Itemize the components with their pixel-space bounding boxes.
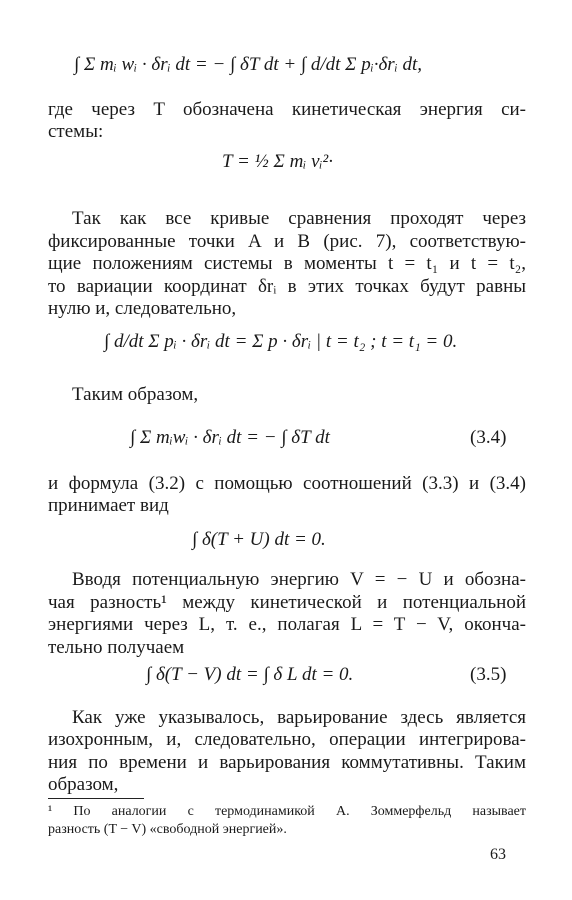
footnote-line: разность (T − V) «свободной энергией». [48,822,287,837]
formula-boundary-terms: ∫ d/dt Σ pᵢ · δrᵢ dt = Σ p · δrᵢ | t = t₂ ; t = t₁ = 0. [104,331,458,352]
text-line: щие положениям системы в моменты t = t₁ и t = t₂, [48,253,526,274]
text-line: то вариации координат δrᵢ в этих точках будут равны [48,276,526,297]
equation-number-3-5: (3.5) [470,664,507,685]
text-line: стемы: [48,121,104,142]
text-line: и формула (3.2) с помощью соотношений (3.3) и (3.4) [48,473,526,494]
text-line: фиксированные точки A и B (рис. 7), соответствую- [48,231,526,252]
formula-variation-integral: ∫ Σ mᵢ wᵢ · δrᵢ dt = − ∫ δT dt + ∫ d/dt Σ pᵢ·δrᵢ dt, [74,54,422,75]
text-line: принимает вид [48,495,169,516]
text-line: Как уже указывалось, варьирование здесь является [72,707,526,728]
text-line: энергиями через L, т. е., полагая L = T − V, оконча- [48,614,526,635]
text-line: Таким образом, [72,384,199,405]
formula-3-4: ∫ Σ mᵢwᵢ · δrᵢ dt = − ∫ δT dt [130,427,330,448]
text-line: нулю и, следовательно, [48,298,237,319]
text-line: ния по времени и варьирования коммутативны. Таким [48,752,526,773]
text-line: Так как все кривые сравнения проходят через [72,208,526,229]
text-line: изохронным, и, следовательно, операции интегрирова- [48,729,526,750]
text-line: чая разность¹ между кинетической и потенциальной [48,592,526,613]
text-line: образом, [48,774,119,795]
text-line: где через T обозначена кинетическая энергия си- [48,99,526,120]
text-line: Вводя потенциальную энергию V = − U и обозна- [72,569,526,590]
formula-t-plus-u: ∫ δ(T + U) dt = 0. [192,529,326,550]
page-number: 63 [490,846,506,863]
equation-number-3-4: (3.4) [470,427,507,448]
text-line: тельно получаем [48,637,185,658]
formula-kinetic-energy: T = ½ Σ mᵢ vᵢ²· [222,151,333,172]
formula-3-5: ∫ δ(T − V) dt = ∫ δ L dt = 0. [146,664,354,685]
footnote-rule [48,798,144,799]
footnote-line: ¹ По аналогии с термодинамикой А. Зоммерфельд называет [48,804,526,819]
